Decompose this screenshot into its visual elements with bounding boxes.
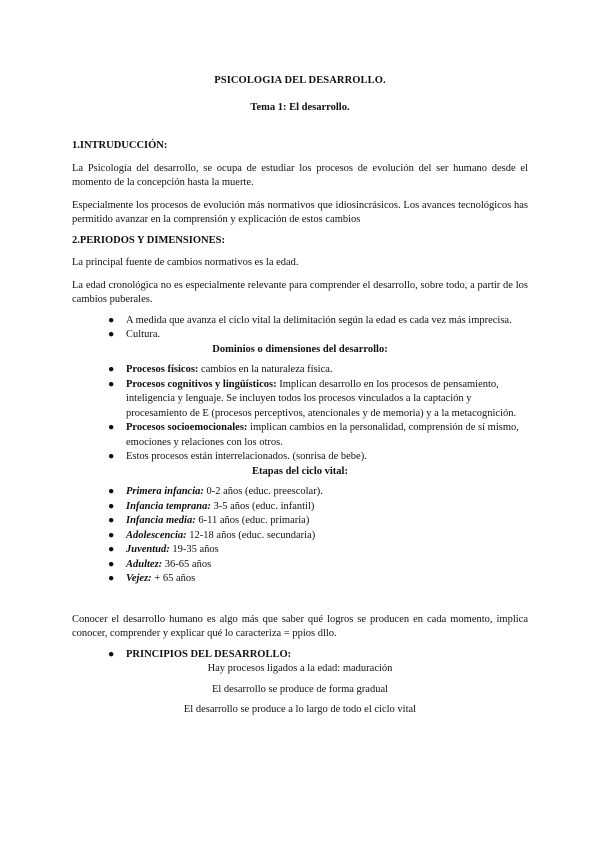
list-item <box>72 314 528 329</box>
section1-heading: 1.INTRUDUCCIÓN: <box>72 140 168 151</box>
list-item-text: implican cambios en la personalidad, comprensión de sí mismo, emociones y relaciones con los otros. <box>126 422 519 448</box>
list-item <box>72 572 528 587</box>
list-item-term: Procesos cognitivos y lingüísticos: <box>126 378 277 390</box>
section1-paragraph-2: Especialmente los procesos de evolución más normativos que idiosincrásicos. Los avances tecnológicos has permitido avanzar en la comprensión y explicación de estos cambios <box>72 199 528 225</box>
list-item-term: Primera infancia: <box>126 486 204 497</box>
document-subtitle: Tema 1: El desarrollo. <box>250 101 350 113</box>
list-item-text: Cultura. <box>126 329 161 340</box>
list-item <box>72 514 528 529</box>
list-item-text: 19-35 años <box>169 544 219 555</box>
dominios-heading: Dominios o dimensiones del desarrollo: <box>212 343 388 355</box>
dominios-list <box>72 363 528 465</box>
etapas-heading: Etapas del ciclo vital: <box>252 465 348 477</box>
list-item-term: Infancia temprana: <box>126 500 211 512</box>
list-item-term: Adolescencia: <box>126 529 187 541</box>
list-item-text: + 65 años <box>151 573 196 584</box>
list-item <box>72 328 528 343</box>
list-item-term: Juventud: <box>126 544 170 555</box>
list-item <box>72 529 528 544</box>
bullet-icon: ● <box>108 558 115 570</box>
bullet-icon: ● <box>108 422 115 433</box>
list-item <box>72 378 528 422</box>
principio-line-2: El desarrollo se produce de forma gradual <box>211 683 389 695</box>
bullet-icon: ● <box>108 364 115 375</box>
list-item-term: Infancia media: <box>126 515 196 526</box>
list-item-text: 3-5 años (educ. infantil) <box>210 500 315 512</box>
list-item-text: A medida que avanza el ciclo vital la delimitación según la edad es cada vez más imprecisa. <box>126 314 512 326</box>
document-title: PSICOLOGIA DEL DESARROLLO. <box>214 75 386 86</box>
document-page <box>72 64 528 718</box>
list-item <box>72 485 528 500</box>
bullet-icon: ● <box>108 451 115 462</box>
section1-paragraph-1: La Psicología del desarrollo, se ocupa de estudiar los procesos de evolución del ser humano desde el momento de la concepción hasta la muerte. <box>72 162 528 188</box>
list-item <box>72 543 528 558</box>
conclusion-paragraph: Conocer el desarrollo humano es algo más que saber qué logros se producen en cada momento, implica conocer, comprender y explicar qué lo caracteriza = ppios dllo. <box>72 613 528 639</box>
list-item-term: Procesos socioemocionales: <box>126 422 248 433</box>
list-item <box>72 558 528 573</box>
bullet-icon: ● <box>108 529 115 541</box>
principios-list <box>72 648 528 663</box>
list-item-text: Estos procesos están interrelacionados. (sonrisa de bebe). <box>126 451 367 462</box>
bullet-icon: ● <box>108 573 115 584</box>
bullet-icon: ● <box>108 515 115 526</box>
section2-heading: 2.PERIODOS Y DIMENSIONES: <box>72 234 225 246</box>
bullet-icon: ● <box>108 486 115 497</box>
list-item-text: cambios en la naturaleza física. <box>198 364 333 375</box>
section2-bullet-list <box>72 314 528 343</box>
list-item-text: 36-65 años <box>162 558 212 570</box>
list-item <box>72 450 528 465</box>
list-item <box>72 421 528 450</box>
bullet-icon: ● <box>108 500 115 512</box>
principios-heading: PRINCIPIOS DEL DESARROLLO: <box>126 648 292 660</box>
list-item-text: 12-18 años (educ. secundaria) <box>186 529 316 541</box>
bullet-icon: ● <box>108 329 115 340</box>
bullet-icon: ● <box>108 648 115 660</box>
bullet-icon: ● <box>108 378 115 390</box>
etapas-list <box>72 485 528 587</box>
section2-paragraph-2: La edad cronológica no es especialmente relevante para comprender el desarrollo, sobre todo, a partir de los cambios puberales. <box>72 279 528 305</box>
list-item <box>72 363 528 378</box>
list-item-text: 0-2 años (educ. preescolar). <box>203 486 323 497</box>
list-item-text: Implican desarrollo en los procesos de pensamiento, inteligencia y lenguaje. Se incluyen todos los procesos vinculados a la captación y procesamiento de E (procesos perceptivos, atencionales y de memoria) y a la metacognición. <box>126 378 517 419</box>
list-item-term: Vejez: <box>126 573 152 584</box>
list-item <box>72 648 528 663</box>
principio-line-3: El desarrollo se produce a lo largo de todo el ciclo vital <box>183 704 417 715</box>
principio-line-1: Hay procesos ligados a la edad: maduración <box>207 663 393 674</box>
bullet-icon: ● <box>108 314 115 326</box>
bullet-icon: ● <box>108 544 115 555</box>
list-item-text: 6-11 años (educ. primaria) <box>195 515 310 526</box>
list-item-term: Adultez: <box>126 558 163 570</box>
list-item <box>72 500 528 515</box>
section2-paragraph-1: La principal fuente de cambios normativos es la edad. <box>72 257 299 268</box>
list-item-term: Procesos físicos: <box>126 364 199 375</box>
